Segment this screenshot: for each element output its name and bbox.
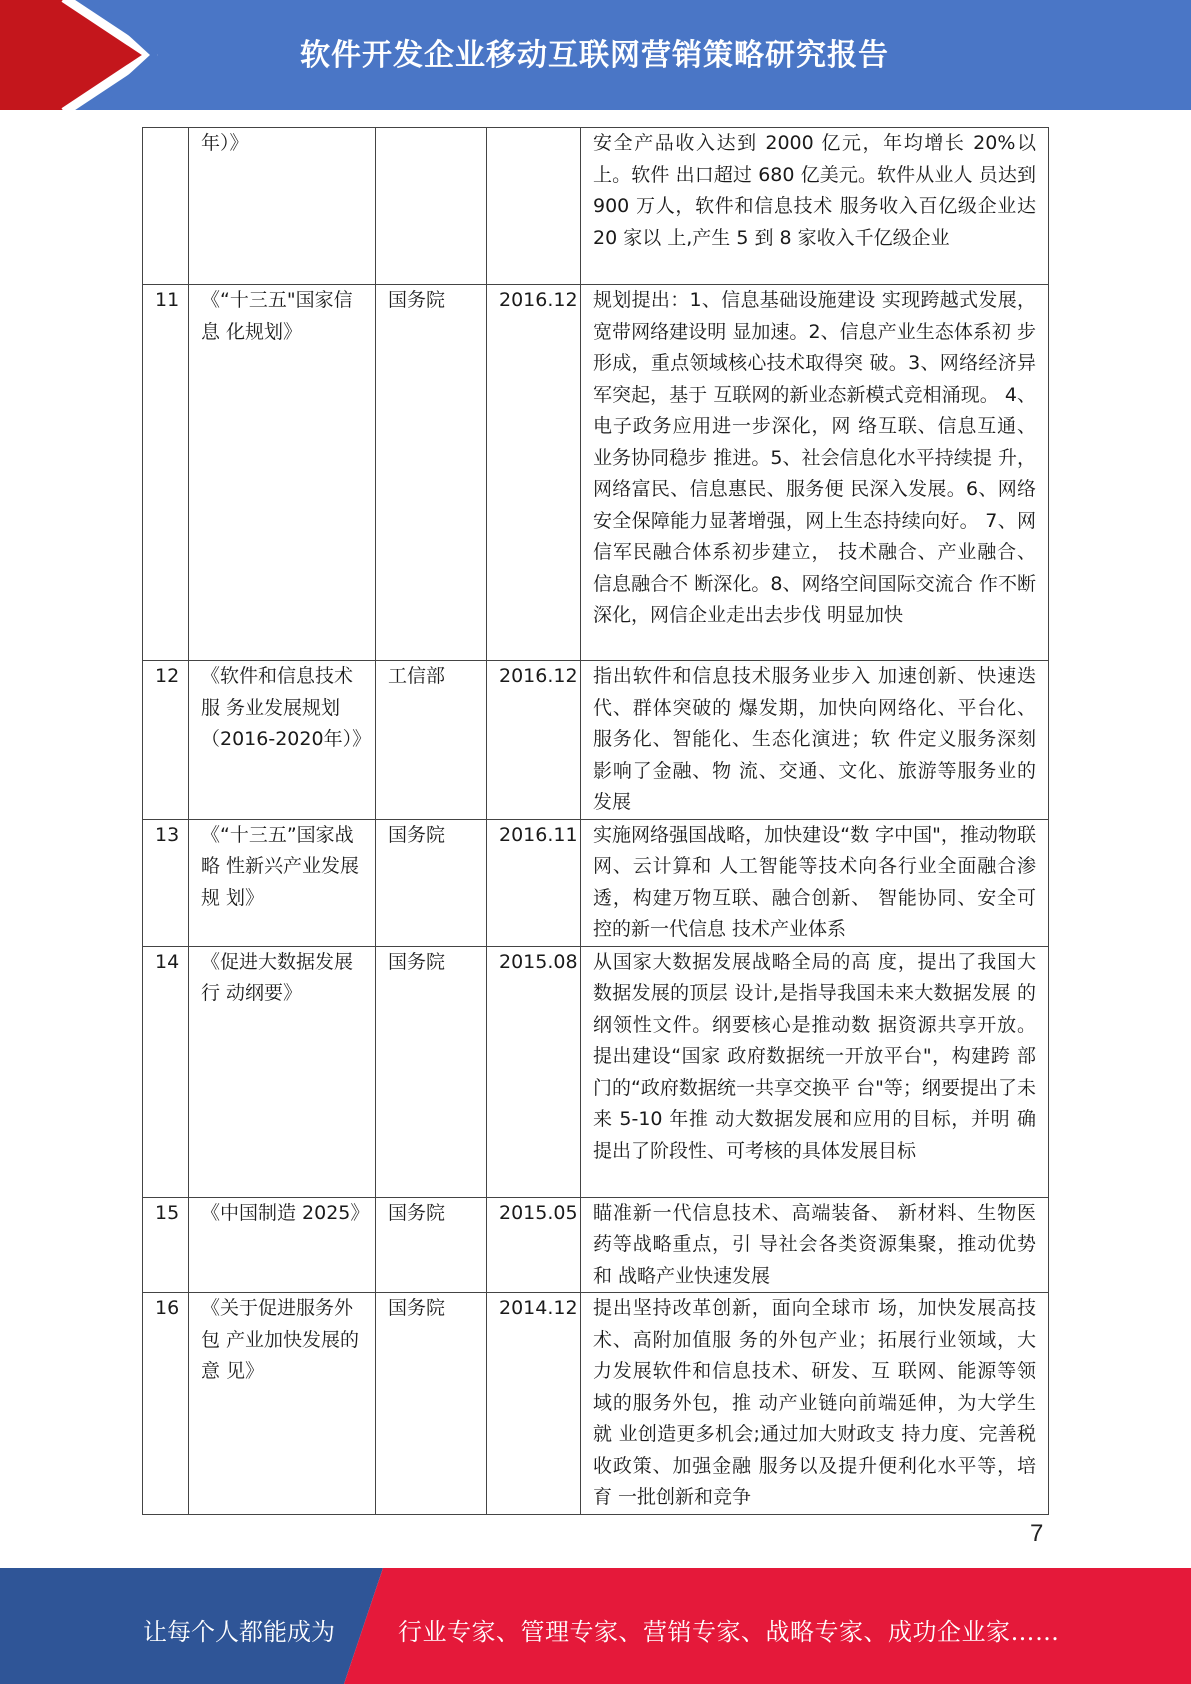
policy-description: 指出软件和信息技术服务业步入 加速创新、快速迭代、群体突破的 爆发期，加快向网络化、平台化、 服务化、智能化、生态化演进；软 件定义服务深刻影响了金融、物 流、交通、文化、旅游等服务业的 发展 — [581, 661, 1049, 820]
issue-date: 2016.12 — [487, 661, 581, 820]
page-header — [0, 0, 1191, 110]
page-footer — [0, 1568, 1191, 1684]
table-row — [143, 128, 1049, 285]
policy-name: 《“十三五"国家信息 化规划》 — [189, 285, 376, 661]
issue-date: 2016.12 — [487, 285, 581, 661]
policy-name: 年）》 — [189, 128, 376, 285]
issuing-body: 国务院 — [376, 285, 487, 661]
row-number: 11 — [143, 285, 189, 661]
footer-slogan-right: 行业专家、管理专家、营销专家、战略专家、成功企业家…… — [398, 1618, 1060, 1646]
policy-description: 规划提出：1、信息基础设施建设 实现跨越式发展，宽带网络建设明 显加速。2、信息产业生态体系初 步形成，重点领域核心技术取得突 破。3、网络经济异军突起，基于 互联网的新业态新模式竞相涌现。 4、电子政务应用进一步深化，网 络互联、信息互通、业务协同稳步 推进。5、社会信息化水平持续提 升，网络富民、信息惠民、服务便 民深入发展。6、网络安全保障能力显著增强，网上生态持续向好。 7、网信军民融合体系初步建立， 技术融合、产业融合、信息融合不 断深化。8、网络空间国际交流合 作不断深化，网信企业走出去步伐 明显加快 — [581, 285, 1049, 661]
policy-description: 提出坚持改革创新，面向全球市 场，加快发展高技术、高附加值服 务的外包产业；拓展行业领域，大 力发展软件和信息技术、研发、互 联网、能源等领域的服务外包，推 动产业链向前端延伸，为大学生就 业创造更多机会;通过加大财政支 持力度、完善税收政策、加强金融 服务以及提升便利化水平等，培育 一批创新和竞争 — [581, 1293, 1049, 1515]
policy-description: 从国家大数据发展战略全局的高 度，提出了我国大数据发展的顶层 设计,是指导我国未来大数据发展 的纲领性文件。纲要核心是推动数 据资源共享开放。提出建设“国家 政府数据统一开放平台"，构建跨 部门的“政府数据统一共享交换平 台"等；纲要提出了未来 5-10 年推 动大数据发展和应用的目标，并明 确提出了阶段性、可考核的具体发展目标 — [581, 946, 1049, 1197]
issuing-body: 工信部 — [376, 661, 487, 820]
policy-description: 实施网络强国战略，加快建设“数 字中国"，推动物联网、云计算和 人工智能等技术向各行业全面融合渗透，构建万物互联、融合创新、 智能协同、安全可控的新一代信息 技术产业体系 — [581, 819, 1049, 946]
row-number: 13 — [143, 819, 189, 946]
table-row — [143, 661, 1049, 820]
issuing-body — [376, 128, 487, 285]
table-row — [143, 1293, 1049, 1515]
issuing-body: 国务院 — [376, 1197, 487, 1293]
issuing-body: 国务院 — [376, 946, 487, 1197]
table-row — [143, 819, 1049, 946]
table-row — [143, 285, 1049, 661]
table-row — [143, 946, 1049, 1197]
row-number: 12 — [143, 661, 189, 820]
issue-date: 2015.08 — [487, 946, 581, 1197]
policy-name: 《促进大数据发展行 动纲要》 — [189, 946, 376, 1197]
policy-description: 安全产品收入达到 2000 亿元，年均增长 20%以上。软件 出口超过 680 亿美元。软件从业人 员达到 900 万人，软件和信息技术 服务收入百亿级企业达 20 家以 上,产生 5 到 8 家收入千亿级企业 — [581, 128, 1049, 285]
policy-name: 《关于促进服务外包 产业加快发展的意 见》 — [189, 1293, 376, 1515]
report-title: 软件开发企业移动互联网营销策略研究报告 — [300, 38, 889, 73]
issuing-body: 国务院 — [376, 1293, 487, 1515]
issue-date: 2016.11 — [487, 819, 581, 946]
row-number: 14 — [143, 946, 189, 1197]
table-row — [143, 1197, 1049, 1293]
issue-date: 2014.12 — [487, 1293, 581, 1515]
issuing-body: 国务院 — [376, 819, 487, 946]
policy-name: 《软件和信息技术服 务业发展规划（2016-2020年）》 — [189, 661, 376, 820]
policy-name: 《中国制造 2025》 — [189, 1197, 376, 1293]
row-number: 16 — [143, 1293, 189, 1515]
issue-date: 2015.05 — [487, 1197, 581, 1293]
footer-slogan-left: 让每个人都能成为 — [143, 1618, 335, 1646]
issue-date — [487, 128, 581, 285]
row-number: 15 — [143, 1197, 189, 1293]
row-number — [143, 128, 189, 285]
policy-name: 《“十三五”国家战略 性新兴产业发展规 划》 — [189, 819, 376, 946]
page-number: 7 — [1030, 1520, 1044, 1547]
policy-description: 瞄准新一代信息技术、高端装备、 新材料、生物医药等战略重点，引 导社会各类资源集聚，推动优势和 战略产业快速发展 — [581, 1197, 1049, 1293]
policy-table — [142, 127, 1049, 1515]
